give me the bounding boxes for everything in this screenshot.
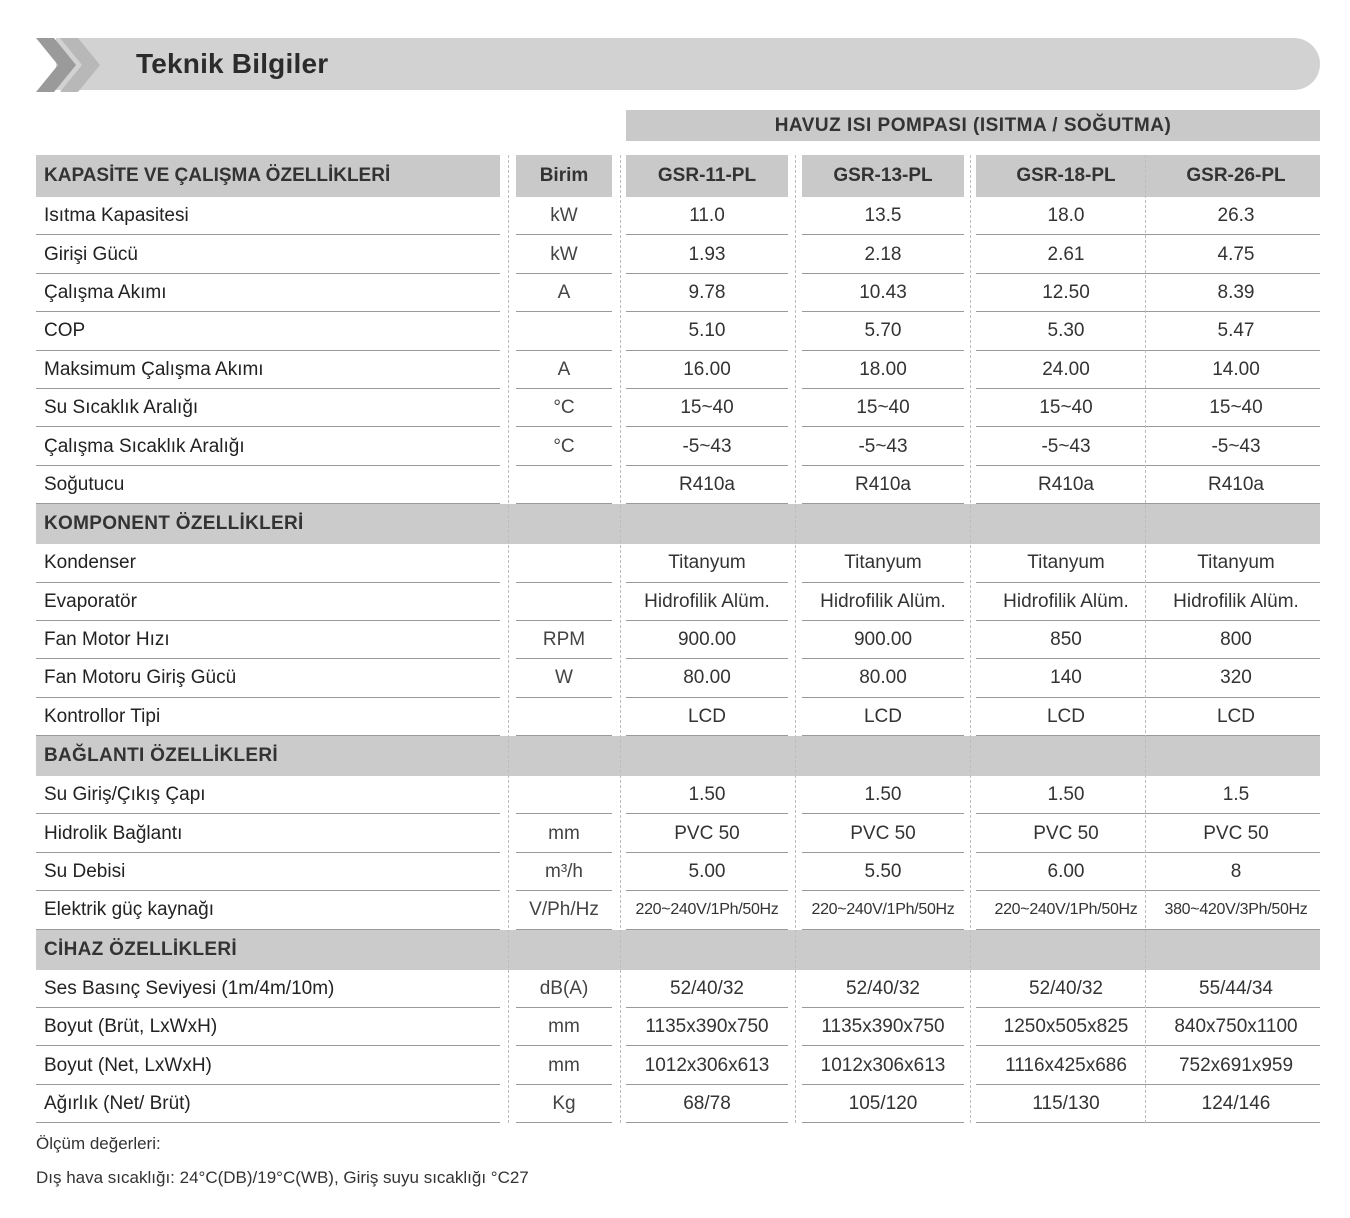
value-cell [1152,197,1320,235]
cell-value: 18.00 [859,358,907,380]
value-cell [802,970,964,1008]
row-unit: A [557,281,571,303]
row-divider [1152,1122,1320,1123]
row-divider [36,1122,500,1123]
cell-value: 5.30 [1047,320,1085,342]
cell-value: 1.93 [688,243,726,265]
table-row [36,1008,1320,1046]
header-model: GSR-11-PL [626,155,788,197]
value-cell [1152,853,1320,891]
value-cell [1152,389,1320,427]
value-cell [626,466,788,504]
row-unit: mm [548,822,580,844]
row-label: Ağırlık (Net/ Brüt) [44,1093,191,1114]
row-label: Boyut (Net, LxWxH) [44,1054,212,1076]
value-cell [802,197,964,235]
table-row [36,776,1320,814]
value-cell [802,1085,964,1123]
value-cell [976,389,1156,427]
value-cell [802,891,964,929]
cell-value: 5.47 [1217,320,1255,342]
cell-value: 26.3 [1217,205,1255,227]
row-label: Su Debisi [44,861,126,883]
value-cell [976,814,1156,852]
cell-value: 5.10 [688,320,726,342]
cell-value: LCD [1216,705,1255,727]
cell-value: 840x750x1100 [1174,1016,1298,1038]
cell-value: -5~43 [682,435,732,457]
cell-value: R410a [1208,473,1264,495]
cell-value: 15~40 [1039,397,1093,419]
header-unit: Birim [516,155,612,197]
value-cell [976,621,1156,659]
value-cell [802,776,964,814]
value-cell [1152,544,1320,582]
value-cell [1152,235,1320,273]
value-cell [626,235,788,273]
cell-value: 5.50 [864,861,902,883]
row-unit [516,698,612,736]
cell-value: 80.00 [859,667,907,689]
value-cell [802,621,964,659]
column-separator [620,155,621,1123]
table-row [36,814,1320,852]
cell-value: 320 [1220,667,1252,689]
cell-value: Titanyum [844,552,922,574]
cell-value: Titanyum [1027,552,1105,574]
value-cell [626,698,788,736]
value-cell [802,466,964,504]
value-cell [626,197,788,235]
cell-value: 5.00 [688,861,726,883]
cell-value: Hidrofilik Alüm. [1003,590,1129,612]
table-row [36,312,1320,350]
cell-value: 15~40 [680,397,734,419]
value-cell [802,583,964,621]
product-group-header: HAVUZ ISI POMPASI (ISITMA / SOĞUTMA) [626,110,1320,141]
cell-value: Hidrofilik Alüm. [1173,590,1299,612]
row-unit: RPM [542,629,586,651]
value-cell [1152,274,1320,312]
cell-value: LCD [863,705,902,727]
cell-value: 6.00 [1047,861,1085,883]
section-header [36,930,1320,970]
section-header [36,736,1320,776]
cell-value: 52/40/32 [1029,977,1103,999]
cell-value: 14.00 [1212,358,1260,380]
cell-value: 9.78 [688,281,726,303]
row-label: Fan Motor Hızı [44,629,170,651]
cell-value: R410a [855,473,911,495]
cell-value: Hidrofilik Alüm. [644,590,770,612]
row-unit: kW [550,205,578,227]
value-cell [1152,891,1320,929]
row-label: Maksimum Çalışma Akımı [44,358,264,380]
row-unit: mm [548,1054,580,1076]
table-row [36,235,1320,273]
row-unit: A [557,358,571,380]
row-label: Kontrollor Tipi [44,705,161,727]
value-cell [626,814,788,852]
cell-value: 5.70 [864,320,902,342]
value-cell [626,659,788,697]
value-cell [802,427,964,465]
table-row [36,351,1320,389]
row-unit: V/Ph/Hz [529,899,599,921]
value-cell [976,1008,1156,1046]
measurement-notes [36,1134,529,1202]
cell-value: 11.0 [689,205,725,227]
value-cell [1152,621,1320,659]
cell-value: -5~43 [1041,435,1091,457]
section-title: KOMPONENT ÖZELLİKLERİ [44,513,304,535]
value-cell [976,891,1156,929]
value-cell [976,466,1156,504]
cell-value: -5~43 [858,435,908,457]
row-divider [976,1122,1156,1123]
cell-value: 13.5 [864,205,902,227]
value-cell [1152,814,1320,852]
section-title: BAĞLANTI ÖZELLİKLERİ [44,745,278,767]
value-cell [976,583,1156,621]
column-separator [1145,155,1146,1123]
row-label: Su Sıcaklık Aralığı [44,397,199,419]
cell-value: 8 [1230,861,1242,883]
value-cell [1152,351,1320,389]
cell-value: PVC 50 [674,822,740,844]
value-cell [976,1085,1156,1123]
value-cell [626,544,788,582]
table-row [36,466,1320,504]
row-unit: m³/h [545,861,583,883]
header-model: GSR-13-PL [802,155,964,197]
value-cell [1152,1085,1320,1123]
value-cell [626,970,788,1008]
value-cell [976,235,1156,273]
value-cell [1152,659,1320,697]
row-unit: dB(A) [539,977,589,999]
value-cell [802,1046,964,1084]
table-row [36,1046,1320,1084]
cell-value: 900.00 [853,629,913,651]
row-label: Çalışma Akımı [44,281,167,303]
value-cell [802,389,964,427]
value-cell [626,427,788,465]
value-cell [802,1008,964,1046]
row-label: Fan Motoru Giriş Gücü [44,667,237,689]
cell-value: 1012x306x613 [820,1054,946,1076]
value-cell [802,698,964,736]
cell-value: 8.39 [1217,281,1255,303]
value-cell [626,389,788,427]
cell-value: Titanyum [1197,552,1275,574]
header-category: KAPASİTE VE ÇALIŞMA ÖZELLİKLERİ [36,155,500,197]
value-cell [626,312,788,350]
table-row [36,274,1320,312]
table-body [36,197,1320,1123]
table-row [36,583,1320,621]
cell-value: 380~420V/3Ph/50Hz [1164,901,1308,919]
section-header [36,504,1320,544]
table-row [36,1085,1320,1123]
table-row [36,427,1320,465]
cell-value: Hidrofilik Alüm. [820,590,946,612]
row-unit [516,776,612,814]
value-cell [626,351,788,389]
table-row [36,970,1320,1008]
cell-value: Titanyum [668,552,746,574]
cell-value: 12.50 [1042,281,1090,303]
row-label: Isıtma Kapasitesi [44,205,189,227]
cell-value: 18.0 [1047,205,1085,227]
row-unit [516,544,612,582]
cell-value: 1135x390x750 [821,1016,945,1038]
notes-heading: Ölçüm değerleri: [36,1134,161,1153]
cell-value: 1250x505x825 [1003,1016,1129,1038]
value-cell [976,853,1156,891]
cell-value: 4.75 [1217,243,1255,265]
value-cell [976,970,1156,1008]
cell-value: 1.50 [1047,784,1085,806]
value-cell [626,1008,788,1046]
row-unit [516,583,612,621]
cell-value: 220~240V/1Ph/50Hz [635,901,779,919]
page-title: Teknik Bilgiler [136,48,329,79]
cell-value: 80.00 [683,667,731,689]
table-row [36,853,1320,891]
row-unit: kW [550,243,578,265]
table-row [36,659,1320,697]
value-cell [802,235,964,273]
value-cell [626,891,788,929]
value-cell [626,853,788,891]
cell-value: 24.00 [1042,358,1090,380]
section-banner [36,38,1320,92]
row-label: Kondenser [44,552,136,574]
row-label: Girişi Gücü [44,243,138,265]
notes-conditions: Dış hava sıcaklığı: 24°C(DB)/19°C(WB), Giriş suyu sıcaklığı °C27 [36,1168,529,1187]
cell-value: 52/40/32 [670,977,744,999]
column-separator [970,155,971,1123]
table-row [36,891,1320,929]
cell-value: LCD [687,705,726,727]
cell-value: 140 [1050,667,1082,689]
cell-value: 52/40/32 [846,977,920,999]
value-cell [976,698,1156,736]
table-row [36,621,1320,659]
cell-value: 1116x425x686 [1005,1054,1127,1076]
cell-value: 16.00 [683,358,731,380]
value-cell [802,544,964,582]
value-cell [1152,583,1320,621]
row-unit: Kg [552,1093,576,1114]
row-label: Elektrik güç kaynağı [44,899,215,921]
cell-value: 15~40 [856,397,910,419]
table-row [36,389,1320,427]
row-unit [516,312,612,350]
header-model: GSR-18-PL [976,155,1156,197]
row-label: Boyut (Brüt, LxWxH) [44,1016,218,1038]
cell-value: LCD [1046,705,1085,727]
row-label: Su Giriş/Çıkış Çapı [44,784,206,806]
table-row [36,197,1320,235]
value-cell [1152,466,1320,504]
row-label: Ses Basınç Seviyesi (1m/4m/10m) [44,977,335,999]
cell-value: 1.50 [864,784,902,806]
cell-value: R410a [679,473,735,495]
row-unit: mm [548,1016,580,1038]
value-cell [802,312,964,350]
row-label: Soğutucu [44,473,125,495]
cell-value: 900.00 [677,629,737,651]
column-separator [795,155,796,1123]
value-cell [802,351,964,389]
value-cell [802,853,964,891]
cell-value: R410a [1038,473,1094,495]
value-cell [626,274,788,312]
row-label: Evaporatör [44,590,137,612]
cell-value: 1.5 [1222,784,1250,806]
cell-value: 850 [1050,629,1082,651]
cell-value: 15~40 [1209,397,1263,419]
header-model: GSR-26-PL [1152,155,1320,197]
cell-value: 1.50 [688,784,726,806]
value-cell [1152,698,1320,736]
cell-value: 1135x390x750 [645,1016,769,1038]
value-cell [626,621,788,659]
cell-value: 68/78 [683,1093,731,1114]
cell-value: PVC 50 [1033,822,1099,844]
row-divider [626,1122,788,1123]
value-cell [1152,1008,1320,1046]
row-unit: °C [553,435,575,457]
value-cell [1152,427,1320,465]
row-divider [516,1122,612,1123]
table-row [36,698,1320,736]
cell-value: 800 [1220,629,1252,651]
double-chevron-icon [36,38,106,92]
value-cell [976,544,1156,582]
row-unit [516,466,612,504]
value-cell [1152,970,1320,1008]
value-cell [802,814,964,852]
value-cell [626,1085,788,1123]
section-title: CİHAZ ÖZELLİKLERİ [44,938,237,960]
cell-value: 220~240V/1Ph/50Hz [994,901,1138,919]
cell-value: 115/130 [1032,1093,1100,1114]
value-cell [976,274,1156,312]
row-label: COP [44,320,86,342]
value-cell [1152,776,1320,814]
cell-value: 124/146 [1201,1093,1271,1114]
value-cell [626,776,788,814]
value-cell [976,351,1156,389]
cell-value: 752x691x959 [1178,1054,1294,1076]
table-row [36,544,1320,582]
value-cell [1152,312,1320,350]
value-cell [976,1046,1156,1084]
row-label: Hidrolik Bağlantı [44,822,183,844]
table-header-row [36,155,1320,197]
cell-value: 55/44/34 [1199,977,1273,999]
value-cell [626,1046,788,1084]
value-cell [976,197,1156,235]
value-cell [802,659,964,697]
value-cell [802,274,964,312]
cell-value: 10.43 [859,281,907,303]
cell-value: 1012x306x613 [644,1054,770,1076]
value-cell [626,583,788,621]
row-unit: °C [553,397,575,419]
value-cell [976,776,1156,814]
cell-value: -5~43 [1211,435,1261,457]
row-unit: W [555,667,573,689]
value-cell [976,659,1156,697]
value-cell [1152,1046,1320,1084]
cell-value: 2.18 [864,243,902,265]
spec-table [36,155,1320,1123]
row-divider [802,1122,964,1123]
column-separator [508,155,509,1123]
row-label: Çalışma Sıcaklık Aralığı [44,435,245,457]
value-cell [976,312,1156,350]
value-cell [976,427,1156,465]
cell-value: 105/120 [848,1093,918,1114]
cell-value: PVC 50 [1203,822,1269,844]
cell-value: 2.61 [1047,243,1085,265]
cell-value: PVC 50 [850,822,916,844]
cell-value: 220~240V/1Ph/50Hz [811,901,955,919]
